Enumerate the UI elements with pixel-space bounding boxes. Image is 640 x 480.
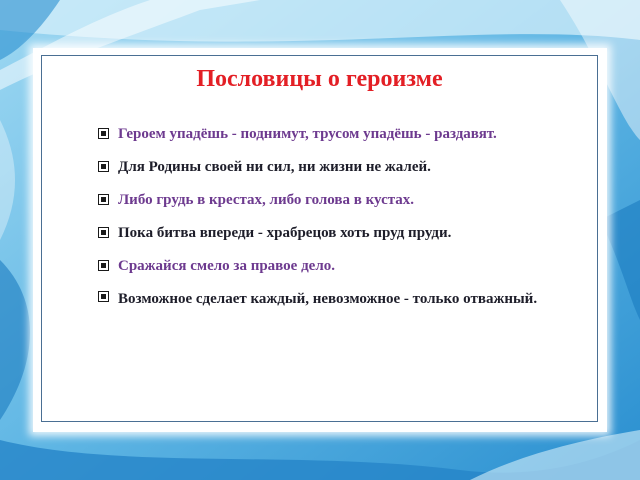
square-bullet-icon [98, 291, 109, 302]
list-item [98, 255, 578, 277]
list-item [98, 156, 578, 178]
list-item [98, 283, 578, 315]
proverb-text: Либо грудь в крестах, либо голова в кустах. [118, 192, 415, 208]
proverb-text: Героем упадёшь - поднимут, трусом упадёшь - раздавят. [118, 126, 497, 142]
list-item [98, 222, 578, 244]
proverb-text: Возможное сделает каждый, невозможное - только отважный. [118, 291, 538, 307]
square-bullet-icon [98, 227, 109, 238]
proverb-text: Для Родины своей ни сил, ни жизни не жалей. [118, 159, 431, 175]
list-item [98, 189, 578, 211]
proverb-text: Пока битва впереди - храбрецов хоть пруд пруди. [118, 225, 452, 241]
square-bullet-icon [98, 260, 109, 271]
square-bullet-icon [98, 128, 109, 139]
square-bullet-icon [98, 161, 109, 172]
square-bullet-icon [98, 194, 109, 205]
slide-title: Пословицы о героизме [196, 66, 443, 92]
proverb-text: Сражайся смело за правое дело. [118, 258, 335, 274]
proverb-list [98, 123, 578, 326]
list-item [98, 123, 578, 145]
